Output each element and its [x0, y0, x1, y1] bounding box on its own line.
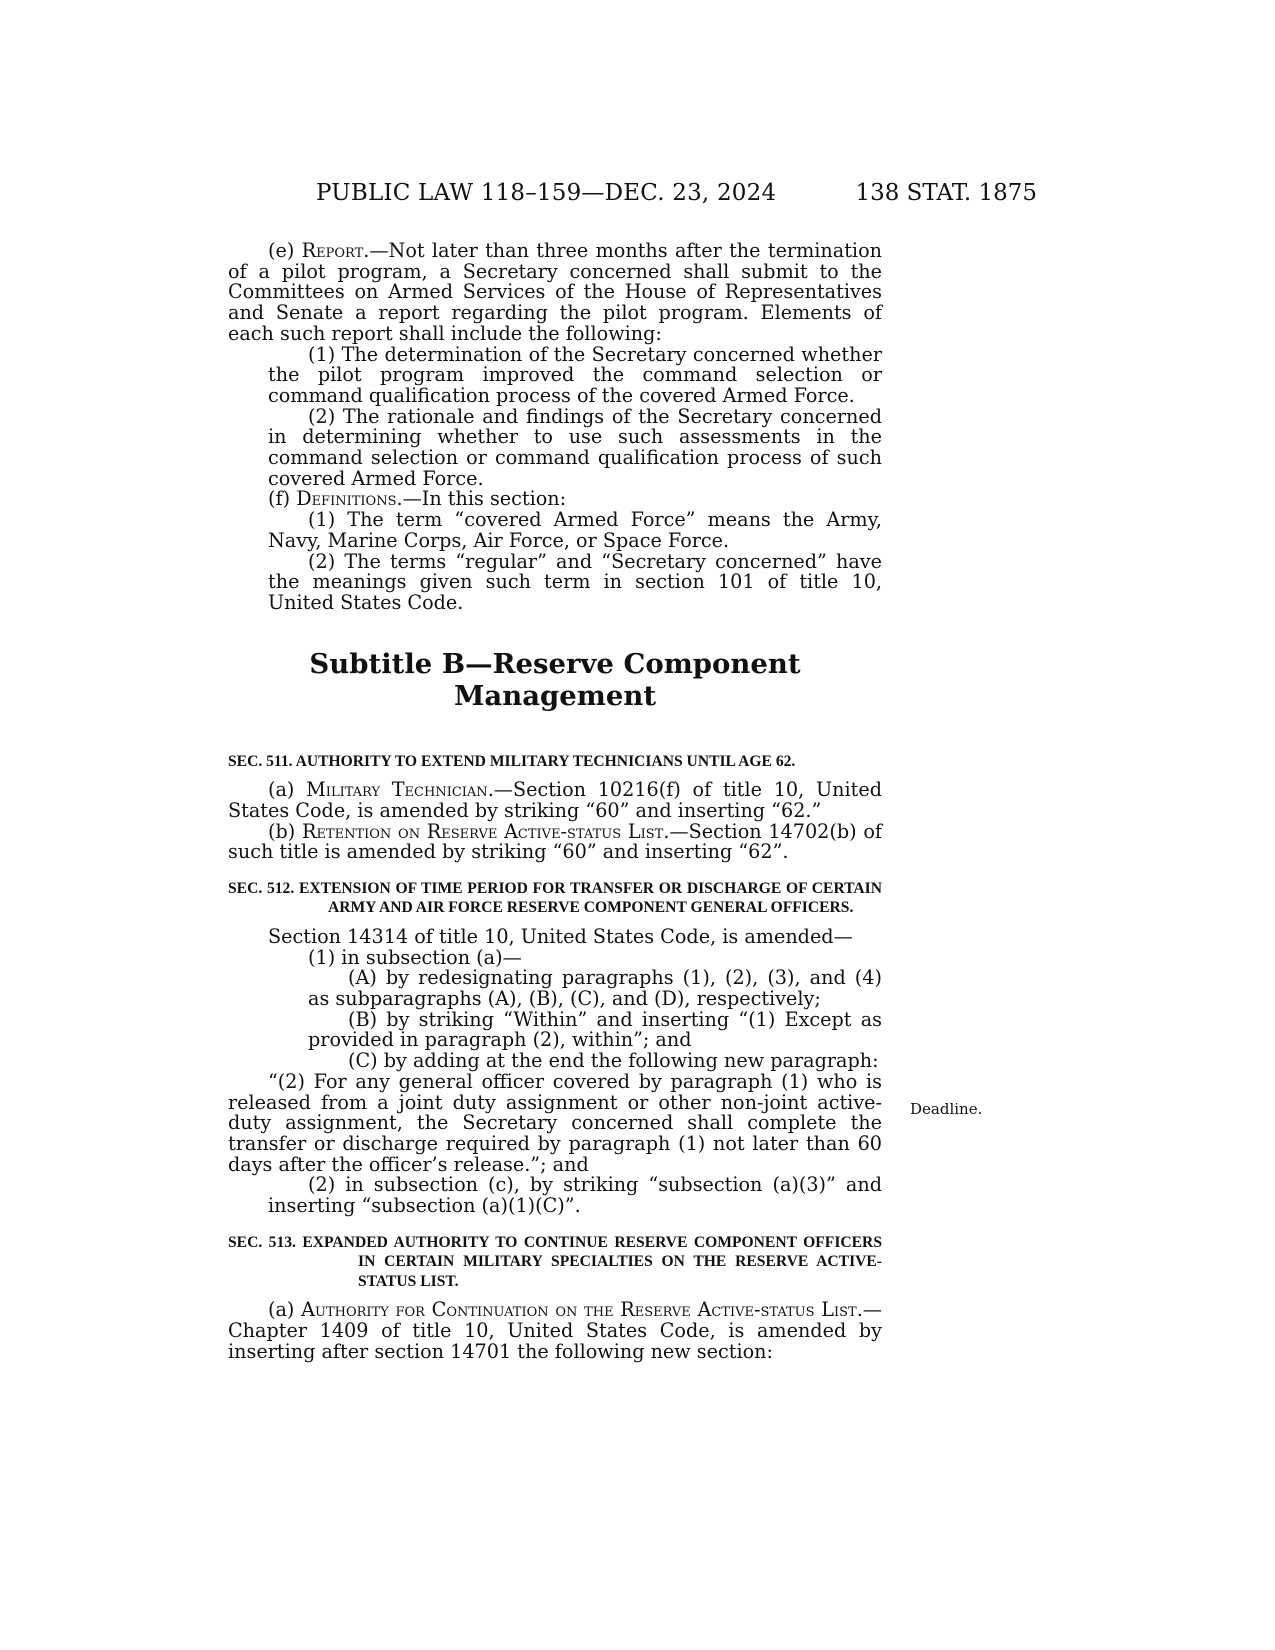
section-511-b: (b) Retention on Reserve Active-status List.—Section 14702(b) of such title is amended by striking “60” and inserting “62”. — [228, 819, 883, 864]
statute-page-number: 138 STAT. 1875 — [855, 180, 1037, 206]
section-512-subpara-c: (C) by adding at the end the following new paragraph: — [348, 1049, 879, 1073]
subsection-e: (e) Report.—Not later than three months after the termination of a pilot program, a Secretary concerned shall submit to the Committees on Armed Services of the House of Representatives and Senate a report regarding the pilot program. Elements of each such report shall include the following: — [228, 239, 882, 345]
subsection-e-item-2: (2) The rationale and findings of the Secretary concerned in determining whether to use such assessments in the command selection or command qualification process of such covered Armed Force. — [268, 404, 882, 490]
margin-note-deadline: Deadline. — [910, 1100, 983, 1118]
section-513-heading: SEC. 513. EXPANDED AUTHORITY TO CONTINUE RESERVE COMPONENT OFFICERS IN CERTAIN MILITARY SPECIALTIES ON THE RESERVE ACTIVE-STATUS LIST. — [228, 1233, 882, 1290]
subsection-f-heading: Definitions — [296, 487, 397, 511]
section-512-subpara-a: (A) by redesignating paragraphs (1), (2), (3), and (4) as subparagraphs (A), (B), (C), and (D), respectively; — [308, 966, 882, 1011]
section-512-subpara-b: (B) by striking “Within” and inserting “(1) Except as provided in paragraph (2), within”; and — [308, 1007, 882, 1052]
page-body — [228, 241, 882, 1362]
subsection-f-item-1: (1) The term “covered Armed Force” means the Army, Navy, Marine Corps, Air Force, or Space Force. — [268, 508, 882, 552]
section-512-quoted-paragraph: “(2) For any general officer covered by paragraph (1) who is released from a joint duty assignment or other non-joint active-duty assignment, the Secretary concerned shall complete the transfer or discharge required by paragraph (1) not later than 60 days after the officer’s release.”; and — [228, 1069, 882, 1176]
section-511-a: (a) Military Technician.—Section 10216(f) of title 10, United States Code, is amended by striking “60” and inserting “62.” — [228, 778, 882, 822]
section-513-a: (a) Authority for Continuation on the Reserve Active-status List.—Chapter 1409 of title 10, United States Code, is amended by inserting after section 14701 the following new section: — [228, 1298, 882, 1363]
running-head: PUBLIC LAW 118–159—DEC. 23, 2024 — [316, 180, 777, 206]
page-header — [228, 180, 1037, 220]
section-512-para-1: (1) in subsection (a)— — [308, 945, 522, 969]
section-511-heading: SEC. 511. AUTHORITY TO EXTEND MILITARY TECHNICIANS UNTIL AGE 62. — [228, 752, 796, 770]
subsection-f: (f) Definitions.—In this section: — [268, 487, 567, 511]
subsection-f-item-2: (2) The terms “regular” and “Secretary concerned” have the meanings given such term in section 101 of title 10, United States Code. — [268, 549, 882, 614]
section-512-intro: Section 14314 of title 10, United States Code, is amended— — [268, 924, 853, 948]
subtitle-heading: Subtitle B—Reserve Component Management — [309, 647, 801, 712]
section-512-heading: SEC. 512. EXTENSION OF TIME PERIOD FOR TRANSFER OR DISCHARGE OF CERTAIN ARMY AND AIR FORCE RESERVE COMPONENT GENERAL OFFICERS. — [228, 879, 882, 917]
subsection-e-item-1: (1) The determination of the Secretary concerned whether the pilot program improved the command selection or command qualification process of the covered Armed Force. — [268, 342, 882, 407]
section-512-para-2: (2) in subsection (c), by striking “subsection (a)(3)” and inserting “subsection (a)(1)(C)”. — [268, 1173, 882, 1218]
subsection-e-heading: Report — [301, 239, 364, 262]
